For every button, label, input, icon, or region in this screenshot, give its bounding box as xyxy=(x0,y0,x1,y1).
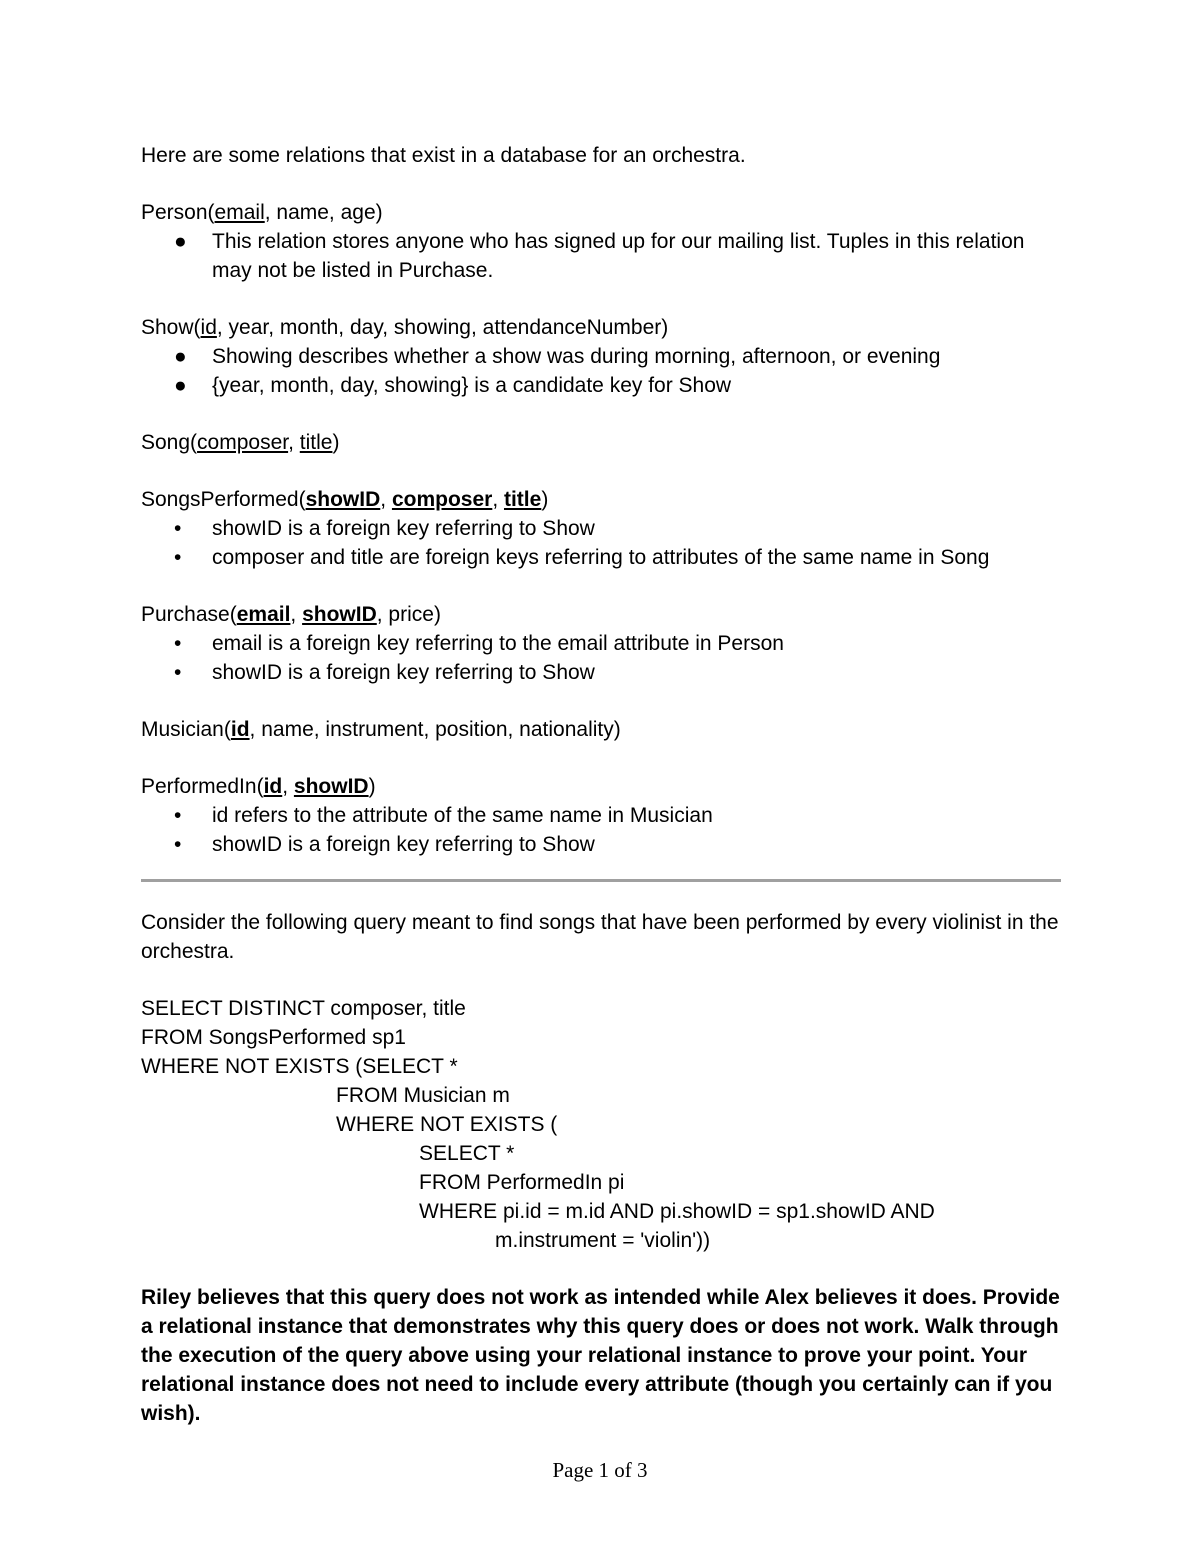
purchase-notes xyxy=(141,629,1061,687)
key-attribute: title xyxy=(503,488,542,511)
list-item: • email is a foreign key referring to the email attribute in Person xyxy=(141,629,1061,658)
query-line: SELECT * xyxy=(419,1142,515,1165)
document-page xyxy=(141,141,1061,1428)
relation-musician: Musician(id, name, instrument, position, nationality) xyxy=(141,718,621,741)
query-line: WHERE NOT EXISTS (SELECT * xyxy=(141,1055,458,1078)
bullet-icon: • xyxy=(174,804,182,827)
relation-show: Show(id, year, month, day, showing, attendanceNumber) xyxy=(141,316,669,339)
query-line: FROM Musician m xyxy=(336,1084,510,1107)
bullet-icon: • xyxy=(174,517,182,540)
show-notes xyxy=(141,342,1061,400)
query-intro-text: Consider the following query meant to find songs that have been performed by every violinist in the orchestra. xyxy=(141,911,1059,963)
key-attribute: id xyxy=(200,316,217,339)
list-item: • id refers to the attribute of the same name in Musician xyxy=(141,801,1061,830)
bullet-icon: ● xyxy=(174,230,187,253)
key-attribute: composer xyxy=(197,431,289,454)
bullet-icon: ● xyxy=(174,374,187,397)
relation-song: Song(composer, title) xyxy=(141,431,340,454)
key-attribute: email xyxy=(214,201,265,224)
bullet-icon: • xyxy=(174,546,182,569)
horizontal-divider xyxy=(141,879,1061,882)
list-item: • showID is a foreign key referring to Show xyxy=(141,514,1061,543)
performed-in-notes xyxy=(141,801,1061,859)
list-item: ● {year, month, day, showing} is a candidate key for Show xyxy=(141,371,1061,400)
key-attribute: id xyxy=(230,718,250,741)
query-line: SELECT DISTINCT composer, title xyxy=(141,997,466,1020)
key-attribute: showID xyxy=(302,603,377,626)
list-item: ● Showing describes whether a show was during morning, afternoon, or evening xyxy=(141,342,1061,371)
key-attribute: email xyxy=(236,603,291,626)
list-item: • showID is a foreign key referring to Show xyxy=(141,658,1061,687)
list-item: • composer and title are foreign keys referring to attributes of the same name in Song xyxy=(141,543,1061,572)
page-number: Page 1 of 3 xyxy=(552,1458,648,1482)
question-text: Riley believes that this query does not work as intended while Alex believes it does. Provide a relational instance that demonstrates why this query does or does not work. Walk through the execution of the query above using your relational instance to prove your point. Your relational instance does not need to include every attribute (though you certainly can if you wish). xyxy=(141,1286,1060,1425)
query-line: m.instrument = 'violin')) xyxy=(495,1229,711,1252)
query-line: FROM SongsPerformed sp1 xyxy=(141,1026,406,1049)
person-notes xyxy=(141,227,1061,285)
query-line: FROM PerformedIn pi xyxy=(419,1171,625,1194)
list-item: • showID is a foreign key referring to Show xyxy=(141,830,1061,859)
songs-performed-notes xyxy=(141,514,1061,572)
list-item: ● This relation stores anyone who has signed up for our mailing list. Tuples in this relation may not be listed in Purchase. xyxy=(141,227,1061,285)
relation-performed-in: PerformedIn(id, showID) xyxy=(141,775,376,798)
key-attribute: composer xyxy=(391,488,493,511)
bullet-icon: ● xyxy=(174,345,187,368)
relation-purchase: Purchase(email, showID, price) xyxy=(141,603,441,626)
bullet-icon: • xyxy=(174,833,182,856)
intro-text: Here are some relations that exist in a database for an orchestra. xyxy=(141,144,746,167)
relation-person: Person(email, name, age) xyxy=(141,201,383,224)
key-attribute: title xyxy=(299,431,333,454)
bullet-icon: • xyxy=(174,661,182,684)
sql-query xyxy=(141,994,1061,1255)
key-attribute: showID xyxy=(293,775,369,798)
query-line: WHERE pi.id = m.id AND pi.showID = sp1.showID AND xyxy=(419,1200,935,1223)
query-line: WHERE NOT EXISTS ( xyxy=(336,1113,558,1136)
relation-songs-performed: SongsPerformed(showID, composer, title) xyxy=(141,488,549,511)
bullet-icon: • xyxy=(174,632,182,655)
key-attribute: id xyxy=(263,775,283,798)
key-attribute: showID xyxy=(305,488,381,511)
